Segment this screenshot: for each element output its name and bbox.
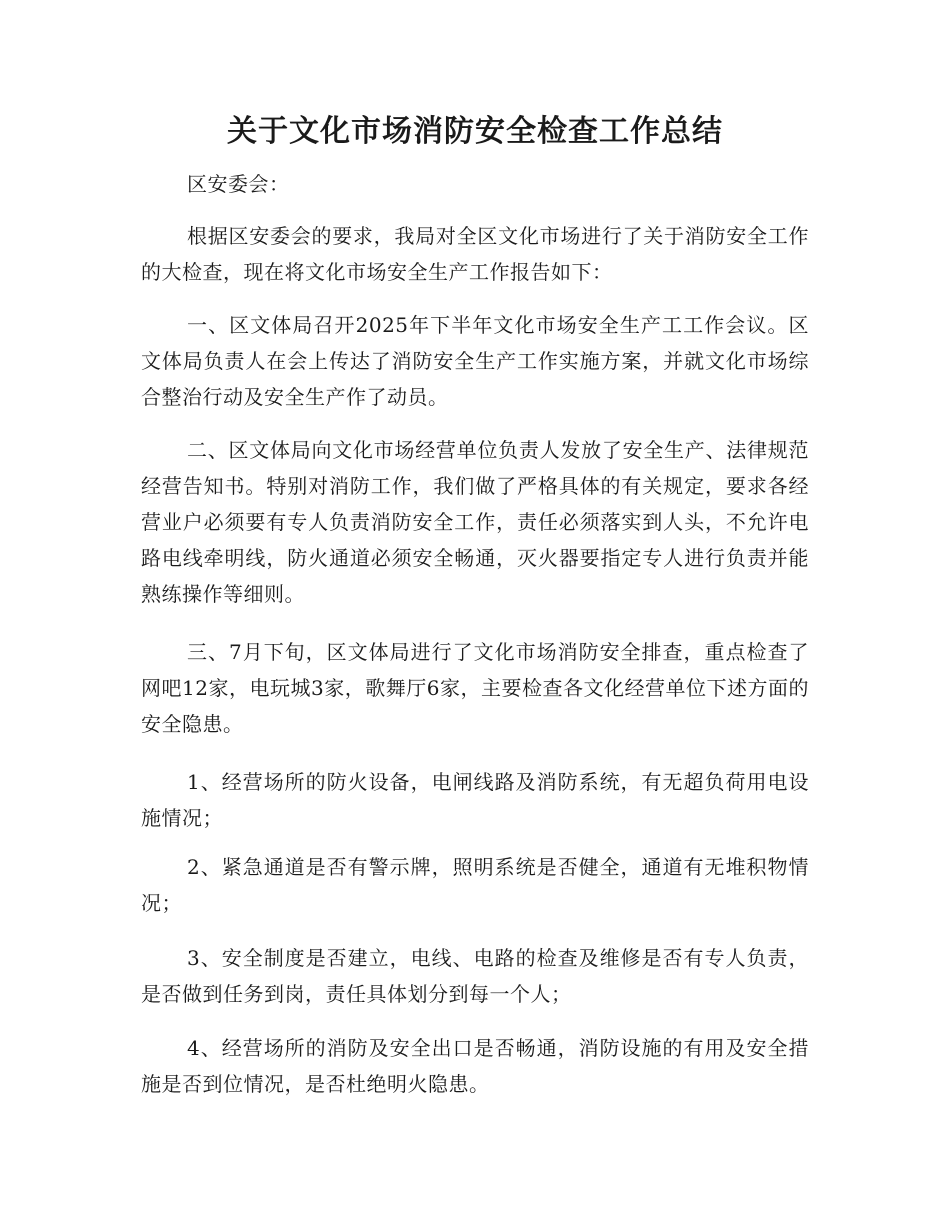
list-item-4: 4、经营场所的消防及安全出口是否畅通，消防设施的有用及安全措施是否到位情况，是否杜绝明火隐患。	[141, 1036, 809, 1096]
paragraph-section-1: 一、区文体局召开2025年下半年文化市场安全生产工工作会议。区文体局负责人在会上传达了消防安全生产工作实施方案，并就文化市场综合整治行动及安全生产作了动员。	[141, 313, 809, 409]
salutation: 区安委会：	[187, 172, 290, 196]
list-item-2: 2、紧急通道是否有警示牌，照明系统是否健全，通道有无堆积物情况；	[141, 855, 809, 915]
document-title: 关于文化市场消防安全检查工作总结	[227, 114, 723, 149]
list-item-3: 3、安全制度是否建立，电线、电路的检查及维修是否有专人负责，是否做到任务到岗，责任具体划分到每一个人；	[141, 946, 809, 1006]
list-item-1: 1、经营场所的防火设备，电闸线路及消防系统，有无超负荷用电设施情况；	[141, 770, 809, 830]
paragraph-section-2: 二、区文体局向文化市场经营单位负责人发放了安全生产、法律规范经营告知书。特别对消防工作，我们做了严格具体的有关规定，要求各经营业户必须要有专人负责消防安全工作，责任必须落实到人头，不允许电路电线牵明线，防火通道必须安全畅通，灭火器要指定专人进行负责并能熟练操作等细则。	[141, 438, 809, 606]
paragraph-intro: 根据区安委会的要求，我局对全区文化市场进行了关于消防安全工作的大检查，现在将文化市场安全生产工作报告如下：	[141, 224, 809, 284]
paragraph-section-3: 三、7月下旬，区文体局进行了文化市场消防安全排查，重点检查了网吧12家，电玩城3家，歌舞厅6家，主要检查各文化经营单位下述方面的安全隐患。	[141, 640, 809, 736]
